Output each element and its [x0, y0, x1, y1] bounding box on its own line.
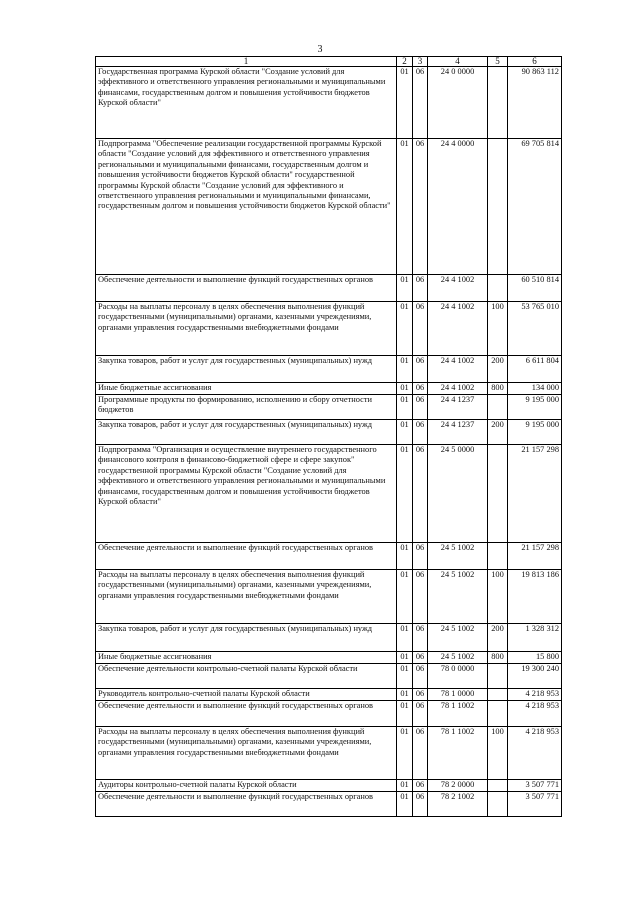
row-amount: 69 705 814 [508, 139, 562, 275]
row-section-code: 01 [397, 275, 413, 302]
row-description: Закупка товаров, работ и услуг для государственных (муниципальных) нужд [96, 420, 397, 445]
row-target-article: 24 4 1237 [428, 395, 488, 420]
row-description: Программные продукты по формированию, исполнению и сбору отчетности бюджетов [96, 395, 397, 420]
row-section-code: 01 [397, 356, 413, 383]
row-expense-type [488, 792, 508, 817]
table-row [96, 624, 562, 652]
row-target-article: 78 1 0000 [428, 689, 488, 701]
header-row [96, 57, 562, 67]
table-row [96, 356, 562, 383]
row-target-article: 78 1 1002 [428, 701, 488, 727]
row-amount: 19 813 186 [508, 570, 562, 624]
row-description: Обеспечение деятельности и выполнение функций государственных органов [96, 792, 397, 817]
table-row [96, 383, 562, 395]
row-amount: 9 195 000 [508, 420, 562, 445]
row-section-code: 01 [397, 701, 413, 727]
row-target-article: 24 4 1002 [428, 302, 488, 356]
row-amount: 21 157 298 [508, 445, 562, 543]
row-amount: 15 800 [508, 652, 562, 664]
row-description: Аудиторы контрольно-счетной палаты Курской области [96, 780, 397, 792]
row-subsection-code: 06 [413, 275, 428, 302]
row-expense-type [488, 67, 508, 139]
row-target-article: 24 5 1002 [428, 624, 488, 652]
row-description: Расходы на выплаты персоналу в целях обеспечения выполнения функций государственными (муниципальными) органами, казенными учреждениями, органами управления государственными внебюджетными фондами [96, 570, 397, 624]
row-expense-type [488, 395, 508, 420]
row-description: Обеспечение деятельности контрольно-счетной палаты Курской области [96, 664, 397, 689]
row-description: Обеспечение деятельности и выполнение функций государственных органов [96, 275, 397, 302]
row-target-article: 24 5 1002 [428, 543, 488, 570]
row-subsection-code: 06 [413, 543, 428, 570]
row-section-code: 01 [397, 570, 413, 624]
row-section-code: 01 [397, 445, 413, 543]
header-cell-6: 6 [508, 57, 562, 67]
row-expense-type: 100 [488, 302, 508, 356]
row-subsection-code: 06 [413, 67, 428, 139]
row-target-article: 78 2 1002 [428, 792, 488, 817]
table-row [96, 302, 562, 356]
row-section-code: 01 [397, 139, 413, 275]
row-amount: 53 765 010 [508, 302, 562, 356]
row-description: Иные бюджетные ассигнования [96, 383, 397, 395]
row-amount: 4 218 953 [508, 701, 562, 727]
row-description: Обеспечение деятельности и выполнение функций государственных органов [96, 543, 397, 570]
row-section-code: 01 [397, 792, 413, 817]
row-amount: 19 300 240 [508, 664, 562, 689]
row-expense-type: 200 [488, 624, 508, 652]
row-amount: 6 611 804 [508, 356, 562, 383]
row-subsection-code: 06 [413, 727, 428, 780]
table-row [96, 420, 562, 445]
table-row [96, 792, 562, 817]
row-subsection-code: 06 [413, 302, 428, 356]
table-row [96, 701, 562, 727]
row-target-article: 24 4 1002 [428, 383, 488, 395]
row-target-article: 78 2 0000 [428, 780, 488, 792]
row-expense-type [488, 689, 508, 701]
row-section-code: 01 [397, 624, 413, 652]
table-row [96, 727, 562, 780]
budget-table [95, 56, 562, 817]
row-section-code: 01 [397, 664, 413, 689]
row-section-code: 01 [397, 543, 413, 570]
table-row [96, 67, 562, 139]
table-row [96, 445, 562, 543]
row-expense-type [488, 275, 508, 302]
row-target-article: 78 0 0000 [428, 664, 488, 689]
row-expense-type: 200 [488, 420, 508, 445]
row-target-article: 24 5 1002 [428, 652, 488, 664]
row-expense-type [488, 139, 508, 275]
row-expense-type [488, 664, 508, 689]
row-expense-type [488, 780, 508, 792]
row-subsection-code: 06 [413, 139, 428, 275]
row-expense-type: 200 [488, 356, 508, 383]
row-section-code: 01 [397, 420, 413, 445]
row-expense-type [488, 543, 508, 570]
row-subsection-code: 06 [413, 689, 428, 701]
row-amount: 60 510 814 [508, 275, 562, 302]
row-subsection-code: 06 [413, 383, 428, 395]
row-expense-type: 800 [488, 652, 508, 664]
row-target-article: 24 5 1002 [428, 570, 488, 624]
header-cell-1: 1 [96, 57, 397, 67]
row-section-code: 01 [397, 67, 413, 139]
row-amount: 90 863 112 [508, 67, 562, 139]
row-amount: 9 195 000 [508, 395, 562, 420]
row-target-article: 24 0 0000 [428, 67, 488, 139]
row-amount: 1 328 312 [508, 624, 562, 652]
row-section-code: 01 [397, 395, 413, 420]
table-row [96, 780, 562, 792]
row-description: Подпрограмма "Организация и осуществление внутреннего государственного финансового контроля в финансово-бюджетной сфере и сфере закупок" государственной программы Курской области "Создание условий для эффективного и ответственного управления региональными и муниципальными финансами, государственным долгом и повышения устойчивости бюджетов Курской области" [96, 445, 397, 543]
row-target-article: 24 4 0000 [428, 139, 488, 275]
row-description: Подпрограмма "Обеспечение реализации государственной программы Курской области "Создание условий для эффективного и ответственного управления региональными и муниципальными финансами, государственным долгом и повышения устойчивости бюджетов Курской области" государственной программы Курской области "Создание условий для эффективного и ответственного управления региональными и муниципальными финансами, государственным долгом и повышения устойчивости бюджетов Курской области" [96, 139, 397, 275]
header-cell-4: 4 [428, 57, 488, 67]
row-target-article: 24 4 1237 [428, 420, 488, 445]
page-number: 3 [317, 44, 323, 55]
header-cell-2: 2 [397, 57, 413, 67]
header-cell-3: 3 [413, 57, 428, 67]
row-description: Руководитель контрольно-счетной палаты Курской области [96, 689, 397, 701]
row-amount: 21 157 298 [508, 543, 562, 570]
row-section-code: 01 [397, 727, 413, 780]
row-section-code: 01 [397, 302, 413, 356]
row-subsection-code: 06 [413, 420, 428, 445]
row-section-code: 01 [397, 689, 413, 701]
row-subsection-code: 06 [413, 624, 428, 652]
row-description: Расходы на выплаты персоналу в целях обеспечения выполнения функций государственными (муниципальными) органами, казенными учреждениями, органами управления государственными внебюджетными фондами [96, 727, 397, 780]
row-subsection-code: 06 [413, 570, 428, 624]
row-subsection-code: 06 [413, 652, 428, 664]
row-amount: 134 000 [508, 383, 562, 395]
row-description: Государственная программа Курской области "Создание условий для эффективного и ответственного управления региональными и муниципальными финансами, государственным долгом и повышения устойчивости бюджетов Курской области" [96, 67, 397, 139]
row-section-code: 01 [397, 780, 413, 792]
table-row [96, 570, 562, 624]
row-subsection-code: 06 [413, 792, 428, 817]
row-amount: 4 218 953 [508, 727, 562, 780]
row-description: Закупка товаров, работ и услуг для государственных (муниципальных) нужд [96, 624, 397, 652]
row-target-article: 24 5 0000 [428, 445, 488, 543]
row-expense-type [488, 445, 508, 543]
row-section-code: 01 [397, 383, 413, 395]
row-expense-type [488, 701, 508, 727]
row-expense-type: 100 [488, 570, 508, 624]
row-description: Обеспечение деятельности и выполнение функций государственных органов [96, 701, 397, 727]
row-amount: 4 218 953 [508, 689, 562, 701]
row-expense-type: 100 [488, 727, 508, 780]
table-row [96, 139, 562, 275]
row-description: Закупка товаров, работ и услуг для государственных (муниципальных) нужд [96, 356, 397, 383]
row-section-code: 01 [397, 652, 413, 664]
row-subsection-code: 06 [413, 356, 428, 383]
table-row [96, 543, 562, 570]
row-expense-type: 800 [488, 383, 508, 395]
table-row [96, 275, 562, 302]
row-description: Иные бюджетные ассигнования [96, 652, 397, 664]
row-subsection-code: 06 [413, 664, 428, 689]
row-subsection-code: 06 [413, 395, 428, 420]
row-amount: 3 507 771 [508, 792, 562, 817]
table-row [96, 664, 562, 689]
table-row [96, 395, 562, 420]
header-cell-5: 5 [488, 57, 508, 67]
row-subsection-code: 06 [413, 701, 428, 727]
row-subsection-code: 06 [413, 780, 428, 792]
row-amount: 3 507 771 [508, 780, 562, 792]
row-description: Расходы на выплаты персоналу в целях обеспечения выполнения функций государственными (муниципальными) органами, казенными учреждениями, органами управления государственными внебюджетными фондами [96, 302, 397, 356]
table-row [96, 689, 562, 701]
row-target-article: 24 4 1002 [428, 356, 488, 383]
row-target-article: 24 4 1002 [428, 275, 488, 302]
row-subsection-code: 06 [413, 445, 428, 543]
row-target-article: 78 1 1002 [428, 727, 488, 780]
table-row [96, 652, 562, 664]
